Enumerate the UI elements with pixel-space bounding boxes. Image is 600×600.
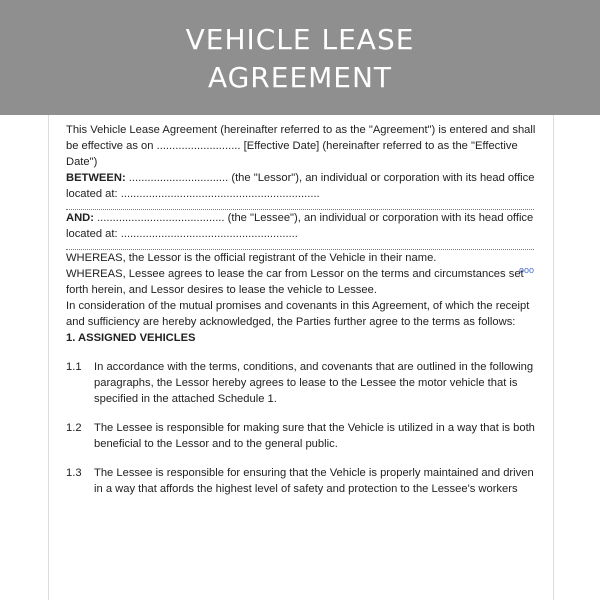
clause-1-1: [66, 359, 536, 407]
title-banner: [0, 0, 600, 115]
clause-number: 1.2: [66, 422, 82, 434]
clause-number: 1.1: [66, 361, 82, 373]
clause-text: In accordance with the terms, conditions, and covenants that are outlined in the following paragraphs, the Lessor hereby agrees to lease to the Lessee the motor vehicle that is specified in the attached Schedule 1.: [94, 361, 534, 405]
between-text: ................................ (the "Lessor"), an individual or corporation with its head office located at: ................................................................: [66, 172, 535, 200]
between-paragraph: [66, 170, 536, 202]
document-body: [66, 122, 536, 497]
and-paragraph: [66, 210, 536, 242]
and-text: ......................................... (the "Lessee"), an individual or corporation with its head office located at: .........................................................: [66, 212, 534, 240]
comment-marker: ooo: [519, 265, 535, 275]
and-label: AND:: [66, 212, 94, 224]
between-dotted-line: [66, 202, 534, 210]
section-1-title: 1. ASSIGNED VEHICLES: [66, 332, 196, 344]
whereas-1: WHEREAS, the Lessor is the official registrant of the Vehicle in their name.: [66, 252, 437, 264]
and-dotted-line: [66, 242, 534, 250]
title-line-1: VEHICLE LEASE: [185, 23, 415, 56]
clause-text: The Lessee is responsible for ensuring that the Vehicle is properly maintained and driven in a way that affords the highest level of safety and protection to the Lessee's workers: [94, 467, 534, 495]
intro-paragraph: This Vehicle Lease Agreement (hereinafter referred to as the "Agreement") is entered and shall be effective as on ........................... [Effective Date] (hereinafter referred to as the "Effective Date"): [66, 124, 536, 168]
clause-text: The Lessee is responsible for making sure that the Vehicle is utilized in a way that is both beneficial to the Lessor and to the general public.: [94, 422, 535, 450]
whereas-2: WHEREAS, Lessee agrees to lease the car from Lessor on the terms and circumstances set forth herein, and Lessor desires to lease the vehicle to Lessee.: [66, 268, 524, 296]
clause-1-2: [66, 420, 536, 452]
consideration-paragraph: In consideration of the mutual promises and covenants in this Agreement, of which the receipt and sufficiency are hereby acknowledged, the Parties further agree to the terms as follows:: [66, 300, 530, 328]
clause-number: 1.3: [66, 467, 82, 479]
title-line-2: AGREEMENT: [207, 61, 393, 94]
between-label: BETWEEN:: [66, 172, 126, 184]
clause-1-3: [66, 465, 536, 497]
